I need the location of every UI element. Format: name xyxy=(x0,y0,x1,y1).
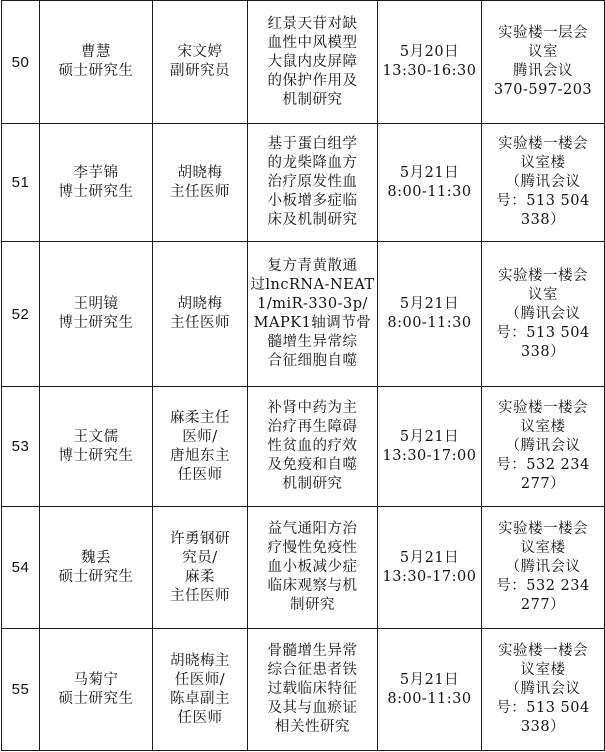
time-cell xyxy=(378,124,482,242)
time-cell-line: 5月21日 xyxy=(399,164,460,181)
time-cell-line: 8:00-11:30 xyxy=(387,183,472,200)
topic-cell-line: 机制研究 xyxy=(282,476,343,492)
topic-cell xyxy=(248,1,378,124)
place-cell xyxy=(482,242,605,387)
place-cell xyxy=(482,629,605,751)
topic-cell-line: 及免疫和自噬 xyxy=(267,457,358,473)
advisor-cell xyxy=(153,507,248,629)
place-cell-line: 号：532 234 xyxy=(496,457,590,473)
student-cell-line: 马菊宁 xyxy=(73,671,119,688)
row-number: 54 xyxy=(2,507,40,629)
place-cell-line: 号：513 504 xyxy=(496,324,590,341)
topic-cell-line: 合征细胞自噬 xyxy=(267,353,358,369)
place-cell-line: （腾讯会议 xyxy=(505,559,581,575)
place-cell-line: 实验楼一层会 xyxy=(498,25,588,41)
advisor-cell-line: 许勇钢研 xyxy=(170,530,230,547)
place-cell-line: 议室 xyxy=(528,286,558,303)
topic-cell xyxy=(248,387,378,507)
topic-cell-line: 大鼠内皮屏障 xyxy=(267,53,358,70)
time-cell xyxy=(378,629,482,751)
student-cell xyxy=(40,242,153,387)
table-row xyxy=(2,242,605,387)
place-cell-line: 实验楼一楼会 xyxy=(498,521,588,537)
topic-cell-line: MAPK1轴调节骨 xyxy=(253,315,372,331)
place-cell-line: 338） xyxy=(520,719,566,735)
time-cell xyxy=(378,387,482,507)
topic-cell xyxy=(248,507,378,629)
topic-cell-line: 过lncRNA-NEAT xyxy=(250,277,375,293)
advisor-cell-line: 医师/ xyxy=(182,428,218,445)
place-cell-line: （腾讯会议 xyxy=(505,305,581,322)
advisor-cell xyxy=(153,242,248,387)
schedule-rows xyxy=(2,1,605,751)
student-cell-line: 博士研究生 xyxy=(58,183,134,200)
advisor-cell-line: 唐旭东主 xyxy=(170,447,230,464)
time-cell-line: 8:00-11:30 xyxy=(387,315,472,331)
place-cell-line: 腾讯会议 xyxy=(513,63,573,79)
student-cell-line: 硕士研究生 xyxy=(58,63,134,79)
time-cell xyxy=(378,242,482,387)
topic-cell-line: 综合征患者铁 xyxy=(267,662,358,678)
student-cell-line: 王明镜 xyxy=(73,296,119,312)
student-cell-line: 博士研究生 xyxy=(58,447,134,464)
place-cell-line: 号：513 504 xyxy=(496,193,590,209)
student-cell-line: 硕士研究生 xyxy=(58,568,134,585)
table-row xyxy=(2,1,605,124)
student-cell-line: 曹慧 xyxy=(81,44,111,60)
time-cell xyxy=(378,1,482,124)
advisor-cell-line: 麻柔主任 xyxy=(170,409,230,426)
student-cell xyxy=(40,387,153,507)
place-cell-line: 议室楼 xyxy=(520,155,566,171)
place-cell-line: 议室 xyxy=(528,44,558,60)
topic-cell-line: 髓增生异常综 xyxy=(267,334,358,350)
topic-cell-line: 相关性研究 xyxy=(275,719,350,735)
time-cell-line: 5月20日 xyxy=(399,44,460,60)
topic-cell xyxy=(248,242,378,387)
table-row xyxy=(2,629,605,751)
student-cell-line: 李芋锦 xyxy=(73,164,119,181)
advisor-cell-line: 主任医师 xyxy=(170,315,230,331)
time-cell-line: 13:30-17:00 xyxy=(382,568,477,585)
topic-cell-line: 基于蛋白组学 xyxy=(267,136,358,152)
row-number: 52 xyxy=(2,242,40,387)
time-cell-line: 13:30-16:30 xyxy=(382,63,477,79)
topic-cell xyxy=(248,629,378,751)
place-cell-line: 338） xyxy=(520,343,566,360)
advisor-cell-line: 主任医师 xyxy=(170,183,230,200)
advisor-cell xyxy=(153,629,248,751)
row-number: 51 xyxy=(2,124,40,242)
topic-cell-line: 过载临床特征 xyxy=(267,681,358,697)
place-cell-line: 号：532 234 xyxy=(496,578,590,594)
place-cell-line: 议室楼 xyxy=(520,662,566,678)
advisor-cell-line: 任医师 xyxy=(177,466,223,483)
place-cell-line: 实验楼一楼会 xyxy=(498,643,588,659)
topic-cell-line: 疗慢性免疫性 xyxy=(267,540,358,556)
topic-cell-line: 血性中风模型 xyxy=(267,34,358,51)
place-cell xyxy=(482,387,605,507)
place-cell-line: （腾讯会议 xyxy=(505,681,581,697)
place-cell-line: （腾讯会议 xyxy=(505,438,581,454)
advisor-cell-line: 任医师 xyxy=(177,709,223,726)
table-row xyxy=(2,507,605,629)
place-cell-line: 号：513 504 xyxy=(496,700,590,716)
advisor-cell-line: 究员/ xyxy=(182,549,218,566)
time-cell-line: 13:30-17:00 xyxy=(382,447,477,464)
place-cell-line: （腾讯会议 xyxy=(505,174,581,190)
place-cell-line: 实验楼一楼会 xyxy=(498,267,588,284)
student-cell xyxy=(40,629,153,751)
topic-cell-line: 复方青黄散通 xyxy=(267,258,358,274)
topic-cell-line: 及其与血瘀证 xyxy=(267,700,358,716)
topic-cell-line: 的保护作用及 xyxy=(267,72,358,89)
advisor-cell xyxy=(153,124,248,242)
topic-cell-line: 骨髓增生异常 xyxy=(267,643,358,659)
advisor-cell xyxy=(153,1,248,124)
topic-cell-line: 临床观察与机 xyxy=(267,578,358,594)
topic-cell-line: 补肾中药为主 xyxy=(267,400,358,416)
topic-cell-line: 红景天苷对缺 xyxy=(267,15,358,32)
time-cell xyxy=(378,507,482,629)
student-cell-line: 魏丢 xyxy=(81,549,111,566)
time-cell-line: 5月21日 xyxy=(399,671,460,688)
topic-cell-line: 制研究 xyxy=(290,597,335,613)
time-cell-line: 5月21日 xyxy=(399,428,460,445)
place-cell xyxy=(482,124,605,242)
topic-cell-line: 治疗再生障碍 xyxy=(267,419,358,435)
place-cell xyxy=(482,1,605,124)
time-cell-line: 5月21日 xyxy=(399,549,460,566)
student-cell xyxy=(40,1,153,124)
row-number: 55 xyxy=(2,629,40,751)
student-cell xyxy=(40,124,153,242)
place-cell-line: 338） xyxy=(520,212,566,228)
topic-cell-line: 1/miR-330-3p/ xyxy=(257,296,368,312)
topic-cell-line: 性贫血的疗效 xyxy=(267,438,358,454)
student-cell-line: 博士研究生 xyxy=(58,315,134,331)
place-cell-line: 议室楼 xyxy=(520,540,566,556)
student-cell-line: 王文儒 xyxy=(73,428,119,445)
table-row xyxy=(2,387,605,507)
advisor-cell-line: 任医师/ xyxy=(174,671,226,688)
place-cell-line: 277） xyxy=(520,597,566,613)
advisor-cell-line: 宋文婷 xyxy=(177,44,223,60)
place-cell xyxy=(482,507,605,629)
advisor-cell-line: 陈卓副主 xyxy=(170,690,230,707)
advisor-cell-line: 胡晓梅 xyxy=(177,164,223,181)
advisor-cell xyxy=(153,387,248,507)
place-cell-line: 370-597-203 xyxy=(493,82,593,98)
topic-cell-line: 的龙柴降血方 xyxy=(267,155,358,171)
advisor-cell-line: 麻柔 xyxy=(185,568,215,585)
place-cell-line: 277） xyxy=(520,476,566,492)
row-number: 50 xyxy=(2,1,40,124)
student-cell xyxy=(40,507,153,629)
advisor-cell-line: 副研究员 xyxy=(170,63,230,79)
topic-cell-line: 血小板减少症 xyxy=(267,559,358,575)
advisor-cell-line: 主任医师 xyxy=(170,587,230,604)
advisor-cell-line: 胡晓梅 xyxy=(177,296,223,312)
topic-cell-line: 小板增多症临 xyxy=(267,193,358,209)
place-cell-line: 实验楼一楼会 xyxy=(498,400,588,416)
row-number: 53 xyxy=(2,387,40,507)
topic-cell-line: 机制研究 xyxy=(282,91,343,108)
place-cell-line: 议室楼 xyxy=(520,419,566,435)
time-cell-line: 8:00-11:30 xyxy=(387,690,472,707)
topic-cell xyxy=(248,124,378,242)
topic-cell-line: 床及机制研究 xyxy=(267,212,358,228)
topic-cell-line: 益气通阳方治 xyxy=(267,521,358,537)
table-row xyxy=(2,124,605,242)
advisor-cell-line: 胡晓梅主 xyxy=(170,652,230,669)
defense-schedule-table xyxy=(1,0,605,751)
time-cell-line: 5月21日 xyxy=(399,296,460,312)
student-cell-line: 硕士研究生 xyxy=(58,690,134,707)
topic-cell-line: 治疗原发性血 xyxy=(267,174,358,190)
place-cell-line: 实验楼一楼会 xyxy=(498,136,588,152)
